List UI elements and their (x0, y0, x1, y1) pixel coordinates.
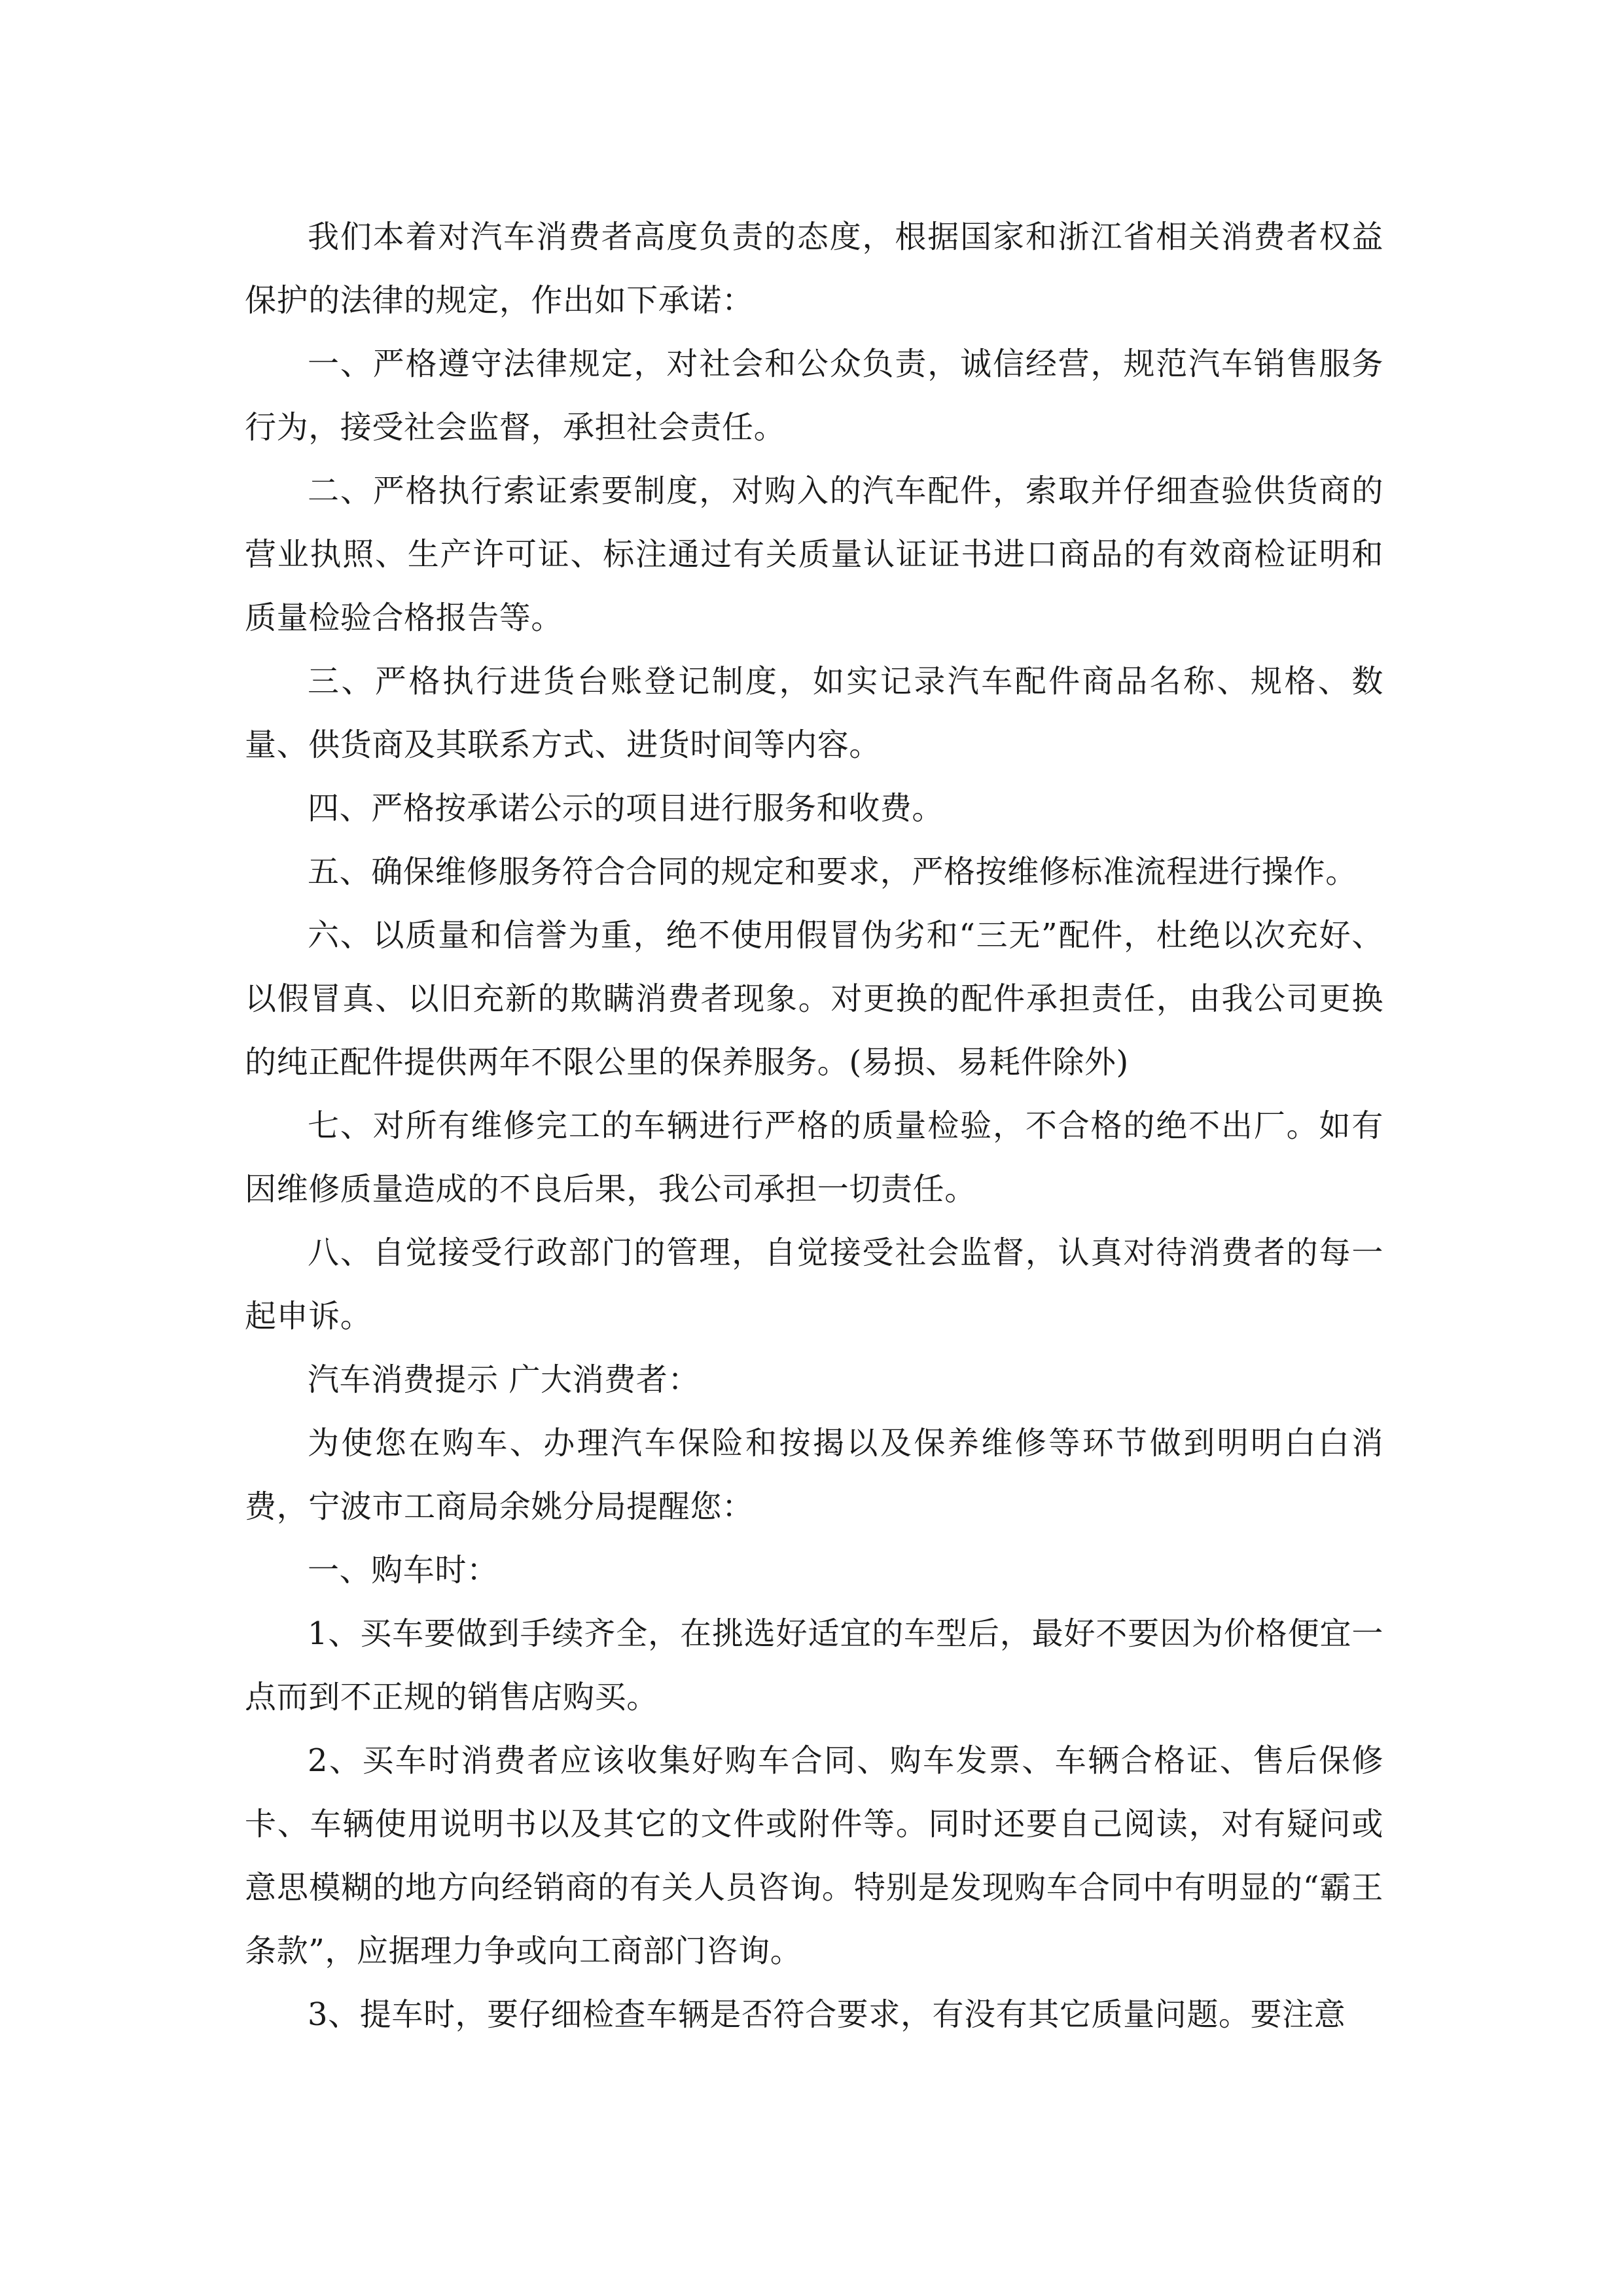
paragraph-commitment-7: 七、对所有维修完工的车辆进行严格的质量检验，不合格的绝不出厂。如有因维修质量造成的不良后果，我公司承担一切责任。 (245, 1107, 1383, 1208)
paragraph-commitment-8: 八、自觉接受行政部门的管理，自觉接受社会监督，认真对待消费者的每一起申诉。 (245, 1234, 1383, 1335)
paragraph-tip-1: 1、买车要做到手续齐全，在挑选好适宜的车型后，最好不要因为价格便宜一点而到不正规的销售店购买。 (245, 1615, 1383, 1715)
paragraph-commitment-1: 一、严格遵守法律规定，对社会和公众负责，诚信经营，规范汽车销售服务行为，接受社会监督，承担社会责任。 (245, 346, 1383, 446)
paragraph-tip-3: 3、提车时，要仔细检查车辆是否符合要求，有没有其它质量问题。要注意 (308, 1996, 1346, 2033)
document-body (245, 206, 1383, 2047)
paragraph-intro: 我们本着对汽车消费者高度负责的态度，根据国家和浙江省相关消费者权益保护的法律的规定，作出如下承诺： (245, 219, 1383, 319)
paragraph-commitment-3: 三、严格执行进货台账登记制度，如实记录汽车配件商品名称、规格、数量、供货商及其联系方式、进货时间等内容。 (245, 663, 1383, 763)
paragraph-commitment-5: 五、确保维修服务符合合同的规定和要求，严格按维修标准流程进行操作。 (308, 853, 1357, 890)
paragraph-section-purchase: 一、购车时： (308, 1552, 499, 1588)
paragraph-commitment-6: 六、以质量和信誉为重，绝不使用假冒伪劣和“三无”配件，杜绝以次充好、以假冒真、以旧充新的欺瞒消费者现象。对更换的配件承担责任，由我公司更换的纯正配件提供两年不限公里的保养服务。(易损、易耗件除外) (245, 917, 1383, 1081)
paragraph-tips-intro: 为使您在购车、办理汽车保险和按揭以及保养维修等环节做到明明白白消费，宁波市工商局余姚分局提醒您： (245, 1425, 1383, 1525)
paragraph-tips-heading: 汽车消费提示 广大消费者： (308, 1361, 700, 1398)
paragraph-commitment-2: 二、严格执行索证索要制度，对购入的汽车配件，索取并仔细查验供货商的营业执照、生产许可证、标注通过有关质量认证证书进口商品的有效商检证明和质量检验合格报告等。 (245, 473, 1383, 636)
paragraph-tip-2: 2、买车时消费者应该收集好购车合同、购车发票、车辆合格证、售后保修卡、车辆使用说明书以及其它的文件或附件等。同时还要自己阅读，对有疑问或意思模糊的地方向经销商的有关人员咨询。特别是发现购车合同中有明显的“霸王条款”，应据理力争或向工商部门咨询。 (245, 1742, 1383, 1969)
paragraph-commitment-4: 四、严格按承诺公示的项目进行服务和收费。 (308, 790, 944, 827)
